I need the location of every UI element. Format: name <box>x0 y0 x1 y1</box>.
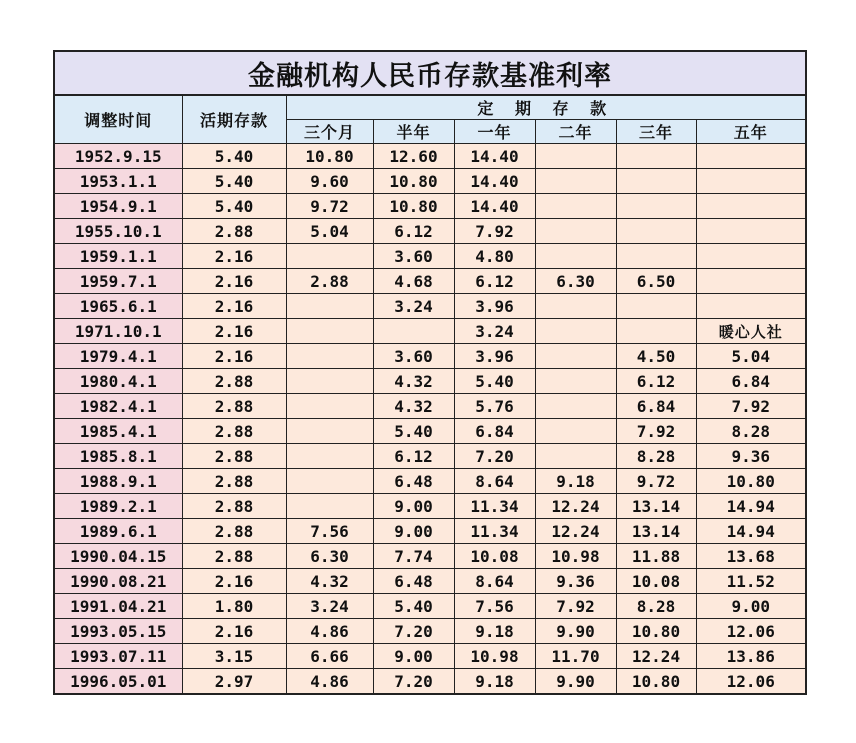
cell-term-3-month <box>286 344 373 369</box>
cell-date: 1955.10.1 <box>54 219 182 244</box>
cell-demand: 2.88 <box>182 494 286 519</box>
cell-term-2-year <box>535 444 616 469</box>
cell-term-2-year <box>535 344 616 369</box>
header-term-2-year: 二年 <box>535 120 616 144</box>
header-demand-deposit: 活期存款 <box>182 95 286 144</box>
cell-date: 1996.05.01 <box>54 669 182 695</box>
table-row <box>54 419 806 444</box>
header-date: 调整时间 <box>54 95 182 144</box>
cell-term-3-month <box>286 319 373 344</box>
table-row <box>54 594 806 619</box>
cell-term-half-year: 6.12 <box>373 219 454 244</box>
header-term-3-month: 三个月 <box>286 120 373 144</box>
cell-term-3-year: 4.50 <box>616 344 696 369</box>
cell-date: 1989.2.1 <box>54 494 182 519</box>
cell-date: 1982.4.1 <box>54 394 182 419</box>
cell-demand: 2.88 <box>182 394 286 419</box>
cell-term-half-year: 7.20 <box>373 669 454 695</box>
cell-term-3-month: 4.86 <box>286 669 373 695</box>
cell-term-3-year <box>616 144 696 169</box>
cell-term-5-year <box>696 294 806 319</box>
cell-term-5-year: 10.80 <box>696 469 806 494</box>
cell-term-2-year: 6.30 <box>535 269 616 294</box>
cell-term-half-year: 3.24 <box>373 294 454 319</box>
cell-term-3-year: 10.08 <box>616 569 696 594</box>
cell-term-half-year: 4.32 <box>373 369 454 394</box>
cell-term-1-year: 11.34 <box>454 494 535 519</box>
cell-term-1-year: 5.40 <box>454 369 535 394</box>
header-term-1-year: 一年 <box>454 120 535 144</box>
cell-demand: 2.88 <box>182 369 286 394</box>
cell-term-5-year: 9.36 <box>696 444 806 469</box>
cell-demand: 2.88 <box>182 519 286 544</box>
cell-date: 1953.1.1 <box>54 169 182 194</box>
table-row <box>54 344 806 369</box>
table-row <box>54 194 806 219</box>
cell-term-2-year: 7.92 <box>535 594 616 619</box>
cell-term-3-month: 3.24 <box>286 594 373 619</box>
cell-term-1-year: 6.12 <box>454 269 535 294</box>
cell-term-3-month <box>286 469 373 494</box>
cell-term-3-year: 6.12 <box>616 369 696 394</box>
cell-term-3-month <box>286 494 373 519</box>
table-row <box>54 169 806 194</box>
cell-term-half-year <box>373 319 454 344</box>
table-row <box>54 294 806 319</box>
cell-term-half-year: 10.80 <box>373 169 454 194</box>
cell-term-2-year: 11.70 <box>535 644 616 669</box>
cell-term-5-year: 暖心人社 <box>696 319 806 344</box>
cell-date: 1965.6.1 <box>54 294 182 319</box>
cell-term-3-year: 8.28 <box>616 594 696 619</box>
cell-term-3-month: 9.60 <box>286 169 373 194</box>
cell-term-half-year: 7.20 <box>373 619 454 644</box>
cell-demand: 2.16 <box>182 244 286 269</box>
cell-term-3-year: 11.88 <box>616 544 696 569</box>
cell-term-3-month: 9.72 <box>286 194 373 219</box>
cell-term-half-year: 5.40 <box>373 594 454 619</box>
cell-term-3-year: 6.84 <box>616 394 696 419</box>
cell-term-5-year: 5.04 <box>696 344 806 369</box>
cell-term-5-year: 6.84 <box>696 369 806 394</box>
cell-term-half-year: 12.60 <box>373 144 454 169</box>
cell-term-2-year <box>535 419 616 444</box>
cell-term-5-year: 13.68 <box>696 544 806 569</box>
cell-demand: 5.40 <box>182 169 286 194</box>
cell-date: 1993.05.15 <box>54 619 182 644</box>
cell-date: 1980.4.1 <box>54 369 182 394</box>
cell-term-2-year <box>535 294 616 319</box>
table-row <box>54 569 806 594</box>
cell-term-3-year <box>616 219 696 244</box>
cell-term-half-year: 4.32 <box>373 394 454 419</box>
cell-term-5-year <box>696 144 806 169</box>
cell-term-3-year: 10.80 <box>616 669 696 695</box>
cell-term-3-month: 6.30 <box>286 544 373 569</box>
cell-term-half-year: 6.48 <box>373 569 454 594</box>
cell-demand: 3.15 <box>182 644 286 669</box>
cell-term-1-year: 14.40 <box>454 144 535 169</box>
cell-term-3-year: 13.14 <box>616 494 696 519</box>
cell-term-5-year: 12.06 <box>696 619 806 644</box>
cell-demand: 2.16 <box>182 344 286 369</box>
cell-term-3-month: 4.32 <box>286 569 373 594</box>
cell-term-2-year: 12.24 <box>535 494 616 519</box>
cell-date: 1952.9.15 <box>54 144 182 169</box>
cell-demand: 2.16 <box>182 569 286 594</box>
cell-term-3-month: 4.86 <box>286 619 373 644</box>
cell-term-5-year <box>696 244 806 269</box>
cell-term-3-month: 10.80 <box>286 144 373 169</box>
cell-term-1-year: 8.64 <box>454 569 535 594</box>
cell-term-3-year <box>616 244 696 269</box>
cell-term-3-year: 8.28 <box>616 444 696 469</box>
table-row <box>54 469 806 494</box>
cell-term-1-year: 9.18 <box>454 669 535 695</box>
cell-term-1-year: 7.92 <box>454 219 535 244</box>
cell-term-1-year: 6.84 <box>454 419 535 444</box>
cell-term-5-year <box>696 269 806 294</box>
cell-term-half-year: 4.68 <box>373 269 454 294</box>
page-title: 金融机构人民币存款基准利率 <box>54 51 806 95</box>
cell-term-1-year: 9.18 <box>454 619 535 644</box>
cell-term-1-year: 4.80 <box>454 244 535 269</box>
cell-demand: 2.97 <box>182 669 286 695</box>
cell-term-2-year <box>535 394 616 419</box>
cell-demand: 2.16 <box>182 619 286 644</box>
cell-term-5-year: 14.94 <box>696 494 806 519</box>
cell-date: 1954.9.1 <box>54 194 182 219</box>
cell-term-3-year <box>616 169 696 194</box>
cell-term-3-month <box>286 444 373 469</box>
cell-term-half-year: 9.00 <box>373 519 454 544</box>
cell-date: 1971.10.1 <box>54 319 182 344</box>
cell-term-3-year: 12.24 <box>616 644 696 669</box>
cell-term-3-month <box>286 394 373 419</box>
cell-demand: 5.40 <box>182 194 286 219</box>
cell-term-3-month <box>286 244 373 269</box>
cell-term-1-year: 7.20 <box>454 444 535 469</box>
cell-date: 1993.07.11 <box>54 644 182 669</box>
cell-demand: 2.88 <box>182 419 286 444</box>
cell-term-1-year: 5.76 <box>454 394 535 419</box>
cell-term-5-year <box>696 219 806 244</box>
header-term-5-year: 五年 <box>696 120 806 144</box>
cell-term-1-year: 10.98 <box>454 644 535 669</box>
cell-term-3-year: 9.72 <box>616 469 696 494</box>
cell-term-5-year <box>696 194 806 219</box>
cell-demand: 2.88 <box>182 219 286 244</box>
table-row <box>54 394 806 419</box>
cell-term-1-year: 3.24 <box>454 319 535 344</box>
cell-term-2-year: 12.24 <box>535 519 616 544</box>
cell-term-1-year: 10.08 <box>454 544 535 569</box>
cell-term-5-year <box>696 169 806 194</box>
cell-term-3-month: 2.88 <box>286 269 373 294</box>
cell-term-3-year <box>616 319 696 344</box>
cell-term-half-year: 7.74 <box>373 544 454 569</box>
cell-term-3-year: 13.14 <box>616 519 696 544</box>
cell-term-1-year: 14.40 <box>454 169 535 194</box>
cell-term-half-year: 6.12 <box>373 444 454 469</box>
cell-term-3-year: 6.50 <box>616 269 696 294</box>
table-row <box>54 219 806 244</box>
table-row <box>54 544 806 569</box>
table-row <box>54 519 806 544</box>
cell-term-5-year: 13.86 <box>696 644 806 669</box>
interest-rate-table <box>53 50 807 695</box>
table-row <box>54 619 806 644</box>
cell-demand: 2.16 <box>182 269 286 294</box>
table-row <box>54 669 806 695</box>
cell-term-1-year: 3.96 <box>454 344 535 369</box>
cell-term-3-month: 5.04 <box>286 219 373 244</box>
cell-term-half-year: 9.00 <box>373 494 454 519</box>
cell-term-half-year: 3.60 <box>373 244 454 269</box>
cell-term-5-year: 12.06 <box>696 669 806 695</box>
cell-term-1-year: 3.96 <box>454 294 535 319</box>
cell-term-2-year: 9.36 <box>535 569 616 594</box>
table-row <box>54 144 806 169</box>
cell-demand: 2.88 <box>182 444 286 469</box>
cell-date: 1985.4.1 <box>54 419 182 444</box>
cell-term-half-year: 6.48 <box>373 469 454 494</box>
cell-demand: 2.16 <box>182 294 286 319</box>
cell-term-1-year: 11.34 <box>454 519 535 544</box>
header-term-3-year: 三年 <box>616 120 696 144</box>
cell-demand: 2.88 <box>182 469 286 494</box>
table-row <box>54 319 806 344</box>
cell-term-half-year: 3.60 <box>373 344 454 369</box>
cell-term-2-year: 9.90 <box>535 619 616 644</box>
cell-term-5-year: 9.00 <box>696 594 806 619</box>
cell-demand: 1.80 <box>182 594 286 619</box>
cell-demand: 2.88 <box>182 544 286 569</box>
cell-demand: 2.16 <box>182 319 286 344</box>
table-row <box>54 494 806 519</box>
cell-term-5-year: 14.94 <box>696 519 806 544</box>
cell-term-half-year: 10.80 <box>373 194 454 219</box>
cell-term-3-month <box>286 419 373 444</box>
cell-date: 1959.1.1 <box>54 244 182 269</box>
cell-term-3-year: 10.80 <box>616 619 696 644</box>
cell-term-3-month: 7.56 <box>286 519 373 544</box>
cell-term-3-month <box>286 294 373 319</box>
table-row <box>54 244 806 269</box>
cell-term-5-year: 7.92 <box>696 394 806 419</box>
cell-term-2-year <box>535 244 616 269</box>
cell-term-2-year <box>535 369 616 394</box>
cell-term-2-year: 9.18 <box>535 469 616 494</box>
cell-date: 1990.08.21 <box>54 569 182 594</box>
cell-term-2-year: 9.90 <box>535 669 616 695</box>
cell-demand: 5.40 <box>182 144 286 169</box>
cell-term-1-year: 14.40 <box>454 194 535 219</box>
cell-term-2-year: 10.98 <box>535 544 616 569</box>
cell-term-half-year: 5.40 <box>373 419 454 444</box>
cell-term-2-year <box>535 144 616 169</box>
cell-term-2-year <box>535 219 616 244</box>
cell-term-3-year: 7.92 <box>616 419 696 444</box>
cell-date: 1990.04.15 <box>54 544 182 569</box>
table-row <box>54 269 806 294</box>
cell-term-2-year <box>535 169 616 194</box>
cell-term-3-month: 6.66 <box>286 644 373 669</box>
header-fixed-deposit-group: 定 期 存 款 <box>286 95 806 120</box>
cell-term-3-month <box>286 369 373 394</box>
cell-term-2-year <box>535 194 616 219</box>
cell-date: 1979.4.1 <box>54 344 182 369</box>
cell-term-5-year: 8.28 <box>696 419 806 444</box>
table-row <box>54 444 806 469</box>
cell-date: 1959.7.1 <box>54 269 182 294</box>
cell-term-3-year <box>616 194 696 219</box>
cell-term-3-year <box>616 294 696 319</box>
cell-date: 1985.8.1 <box>54 444 182 469</box>
cell-term-1-year: 8.64 <box>454 469 535 494</box>
cell-term-2-year <box>535 319 616 344</box>
table-row <box>54 369 806 394</box>
cell-date: 1988.9.1 <box>54 469 182 494</box>
cell-term-1-year: 7.56 <box>454 594 535 619</box>
header-term-half-year: 半年 <box>373 120 454 144</box>
cell-term-5-year: 11.52 <box>696 569 806 594</box>
cell-term-half-year: 9.00 <box>373 644 454 669</box>
table-row <box>54 644 806 669</box>
cell-date: 1991.04.21 <box>54 594 182 619</box>
cell-date: 1989.6.1 <box>54 519 182 544</box>
